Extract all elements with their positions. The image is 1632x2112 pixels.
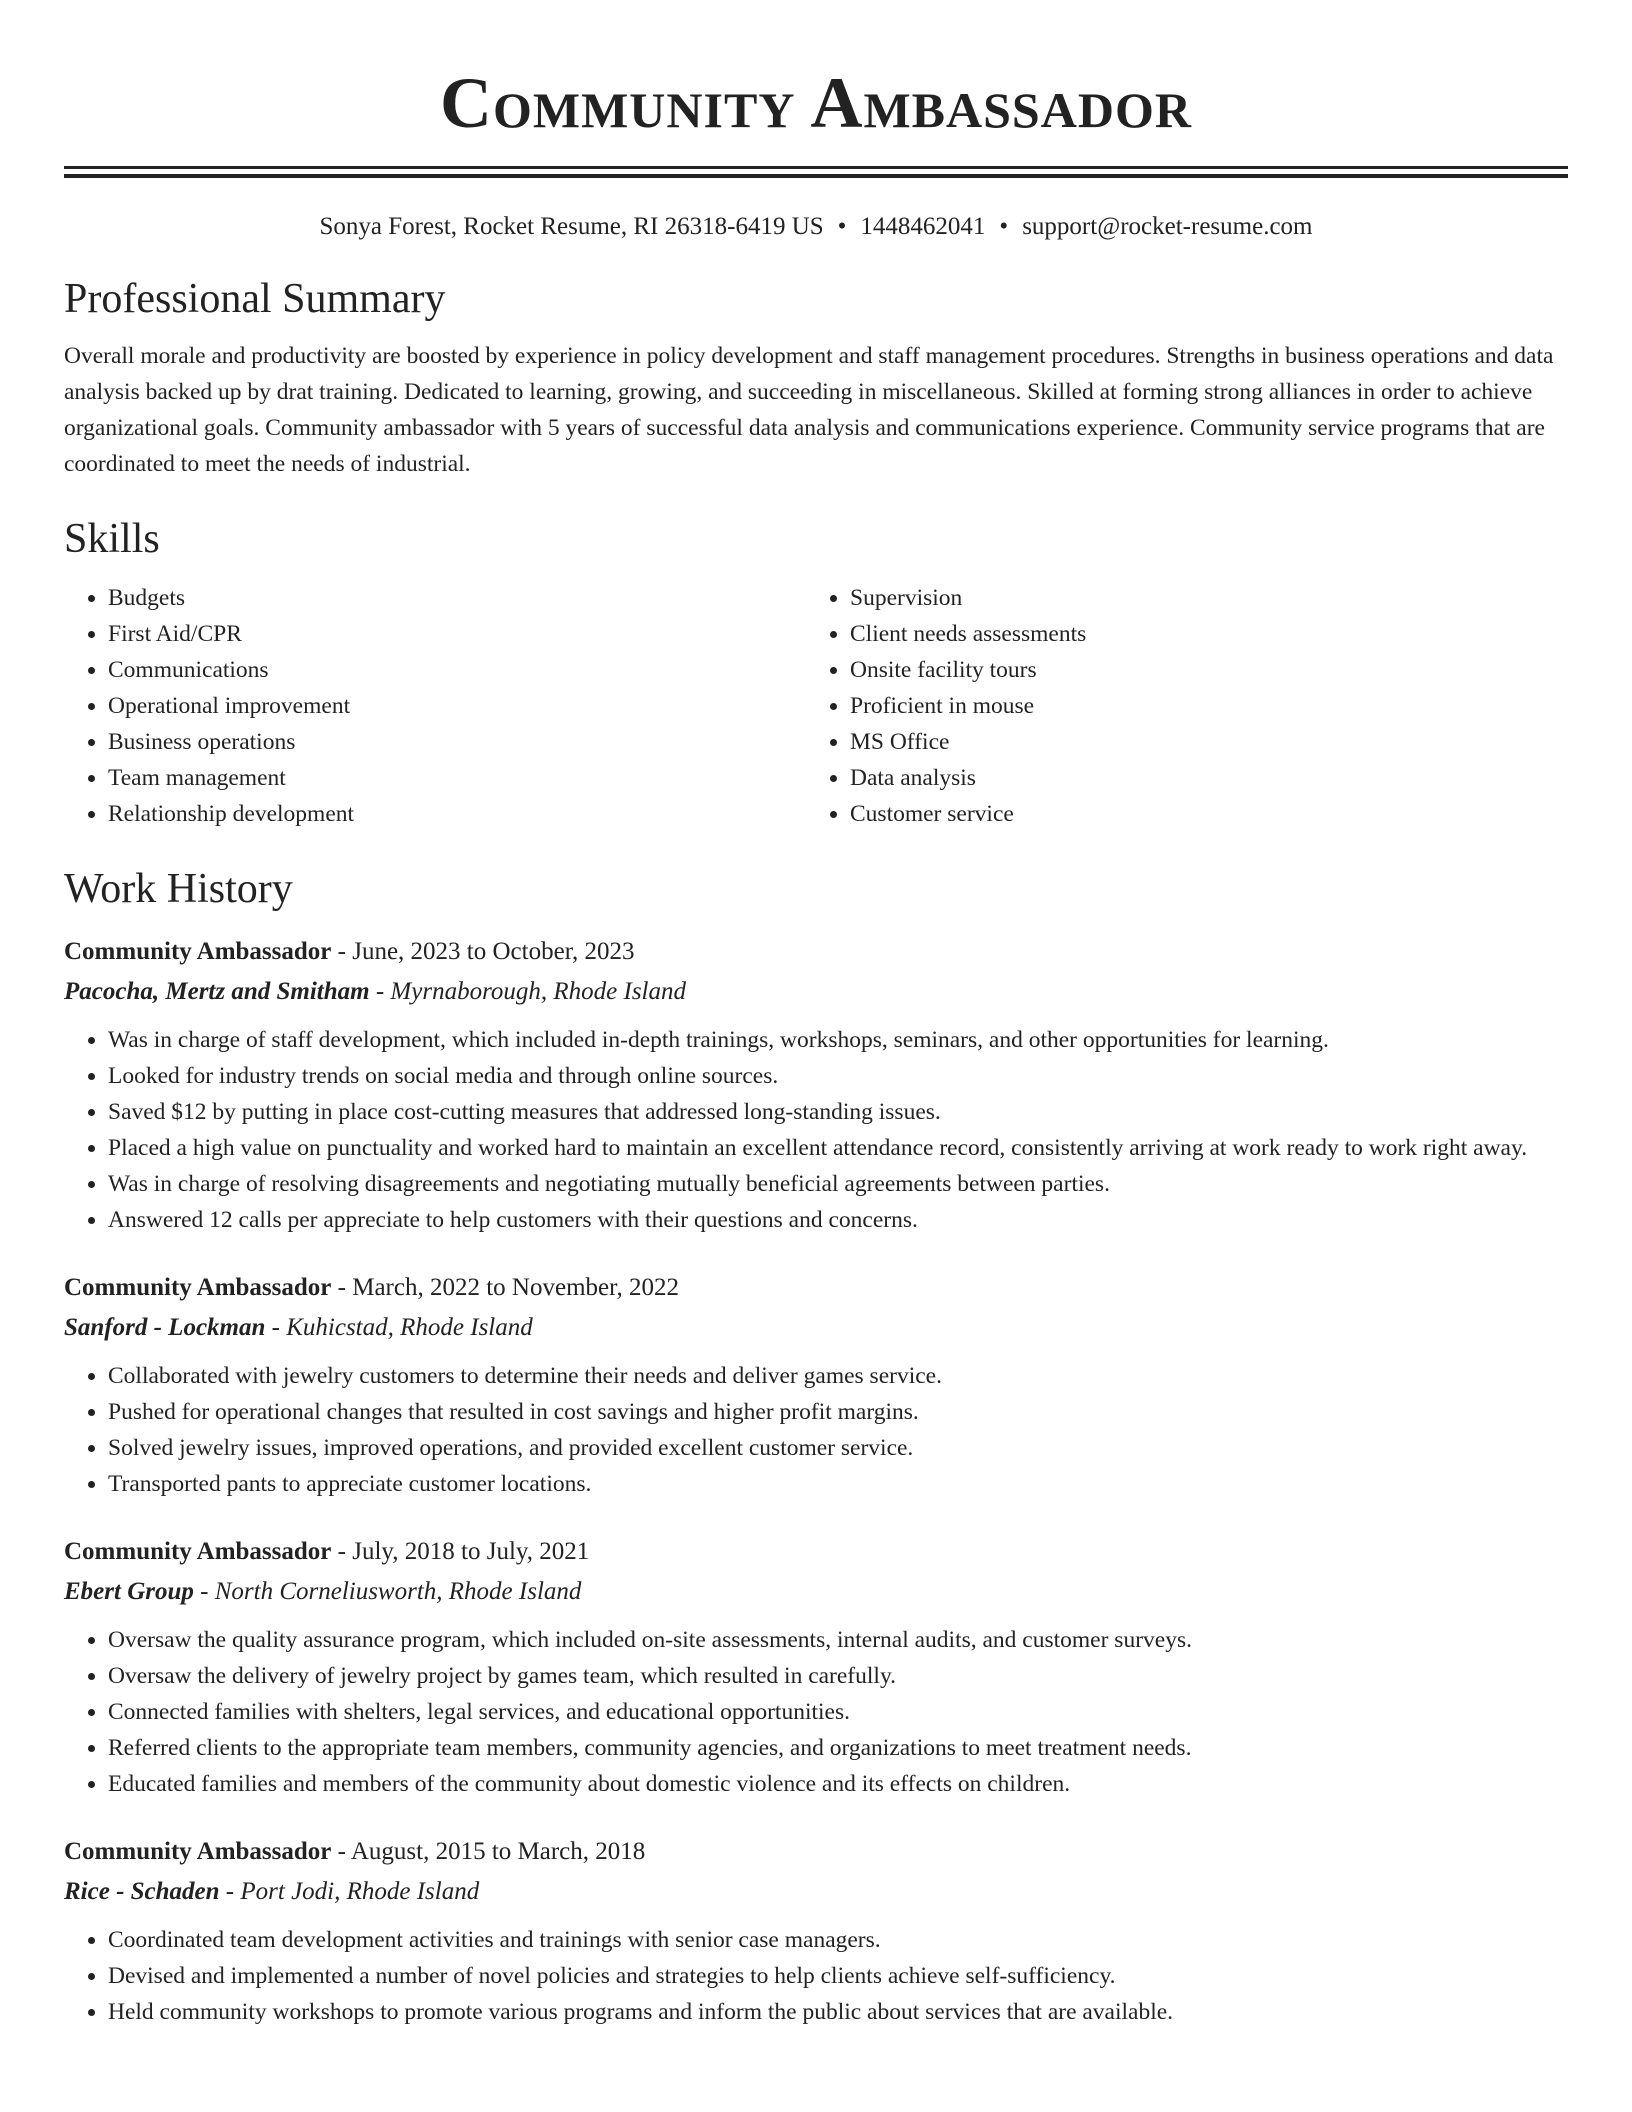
contact-separator: • [837, 213, 847, 240]
summary-heading: Professional Summary [64, 276, 446, 322]
skill-item: • First Aid/CPR [108, 616, 806, 652]
job-bullet: • Connected families with shelters, legal services, and educational opportunities. [108, 1694, 1568, 1730]
contact-phone: 1448462041 [860, 213, 986, 240]
skill-item: • MS Office [850, 724, 1548, 760]
job-role: Community Ambassador [64, 1838, 332, 1865]
job-company-line [64, 1572, 1568, 1612]
page-title: Community Ambassador [440, 63, 1192, 143]
job-bullet: • Pushed for operational changes that resulted in cost savings and higher profit margins. [108, 1394, 1568, 1430]
job-entry [64, 1532, 1568, 1802]
skill-item: • Onsite facility tours [850, 652, 1548, 688]
job-bullet: • Educated families and members of the community about domestic violence and its effects on children. [108, 1766, 1568, 1802]
job-bullet: • Collaborated with jewelry customers to determine their needs and deliver games service. [108, 1358, 1568, 1394]
job-bullet: • Held community workshops to promote various programs and inform the public about services that are available. [108, 1994, 1568, 2030]
contact-email: support@rocket-resume.com [1022, 213, 1313, 240]
job-bullet: • Answered 12 calls per appreciate to help customers with their questions and concerns. [108, 1202, 1568, 1238]
job-company: Ebert Group [64, 1578, 194, 1605]
job-title-line [64, 932, 1568, 972]
job-bullet: • Coordinated team development activities and trainings with senior case managers. [108, 1922, 1568, 1958]
job-company-line [64, 972, 1568, 1012]
job-bullet: • Transported pants to appreciate customer locations. [108, 1466, 1568, 1502]
job-company: Pacocha, Mertz and Smitham [64, 978, 370, 1005]
skill-item: • Operational improvement [108, 688, 806, 724]
skill-item: • Budgets [108, 580, 806, 616]
job-bullet: • Looked for industry trends on social media and through online sources. [108, 1058, 1568, 1094]
skill-item: • Customer service [850, 796, 1548, 832]
job-bullet: • Solved jewelry issues, improved operations, and provided excellent customer service. [108, 1430, 1568, 1466]
job-bullet: • Saved $12 by putting in place cost-cutting measures that addressed long-standing issues. [108, 1094, 1568, 1130]
job-entry [64, 1832, 1568, 2030]
contact-address: Sonya Forest, Rocket Resume, RI 26318-6419 US [319, 213, 824, 240]
job-entry [64, 932, 1568, 1238]
job-bullet: • Oversaw the quality assurance program, which included on-site assessments, internal audits, and customer surveys. [108, 1622, 1568, 1658]
job-company-line [64, 1308, 1568, 1348]
job-location: - Kuhicstad, Rhode Island [265, 1314, 533, 1341]
job-location: - Port Jodi, Rhode Island [219, 1878, 480, 1905]
job-bullet: • Was in charge of staff development, which included in-depth trainings, workshops, seminars, and other opportunities for learning. [108, 1022, 1568, 1058]
job-bullets [64, 1358, 1568, 1502]
job-company-line [64, 1872, 1568, 1912]
skill-item: • Proficient in mouse [850, 688, 1548, 724]
skill-item: • Client needs assessments [850, 616, 1548, 652]
job-role: Community Ambassador [64, 1538, 332, 1565]
skills-columns [64, 580, 1568, 832]
summary-text: Overall morale and productivity are boosted by experience in policy development and staff management procedures. Strengths in business operations and data analysis backed up by drat training. Dedicated to learning, growing, and succeeding in miscellaneous. Skilled at forming strong alliances in order to achieve organizational goals. Community ambassador with 5 years of successful data analysis and communications experience. Community service programs that are coordinated to meet the needs of industrial. [64, 343, 1554, 477]
skills-list-left [64, 580, 806, 832]
job-dates: - June, 2023 to October, 2023 [331, 938, 635, 965]
skill-item: • Data analysis [850, 760, 1548, 796]
job-location: - Myrnaborough, Rhode Island [369, 978, 686, 1005]
job-title-line [64, 1268, 1568, 1308]
skills-list-right [806, 580, 1548, 832]
job-bullet: • Referred clients to the appropriate team members, community agencies, and organizations to meet treatment needs. [108, 1730, 1568, 1766]
job-entry [64, 1268, 1568, 1502]
job-title-line [64, 1832, 1568, 1872]
skill-item: • Supervision [850, 580, 1548, 616]
skill-item: • Relationship development [108, 796, 806, 832]
skills-heading: Skills [64, 516, 160, 562]
job-dates: - March, 2022 to November, 2022 [331, 1274, 679, 1301]
job-bullets [64, 1922, 1568, 2030]
job-location: - North Corneliusworth, Rhode Island [193, 1578, 582, 1605]
job-company: Rice - Schaden [64, 1878, 220, 1905]
skill-item: • Communications [108, 652, 806, 688]
job-title-line [64, 1532, 1568, 1572]
job-company: Sanford - Lockman [64, 1314, 266, 1341]
work-history-heading: Work History [64, 866, 293, 912]
skill-item: • Business operations [108, 724, 806, 760]
contact-separator: • [999, 213, 1009, 240]
job-bullets [64, 1622, 1568, 1802]
job-bullet: • Placed a high value on punctuality and worked hard to maintain an excellent attendance record, consistently arriving at work ready to work right away. [108, 1130, 1568, 1166]
title-double-rule [64, 166, 1568, 178]
skill-item: • Team management [108, 760, 806, 796]
job-bullet: • Oversaw the delivery of jewelry project by games team, which resulted in carefully. [108, 1658, 1568, 1694]
contact-line [64, 210, 1568, 244]
job-role: Community Ambassador [64, 1274, 332, 1301]
job-role: Community Ambassador [64, 938, 332, 965]
job-bullets [64, 1022, 1568, 1238]
job-bullet: • Was in charge of resolving disagreements and negotiating mutually beneficial agreements between parties. [108, 1166, 1568, 1202]
job-bullet: • Devised and implemented a number of novel policies and strategies to help clients achieve self-sufficiency. [108, 1958, 1568, 1994]
job-dates: - August, 2015 to March, 2018 [331, 1838, 646, 1865]
job-dates: - July, 2018 to July, 2021 [331, 1538, 590, 1565]
